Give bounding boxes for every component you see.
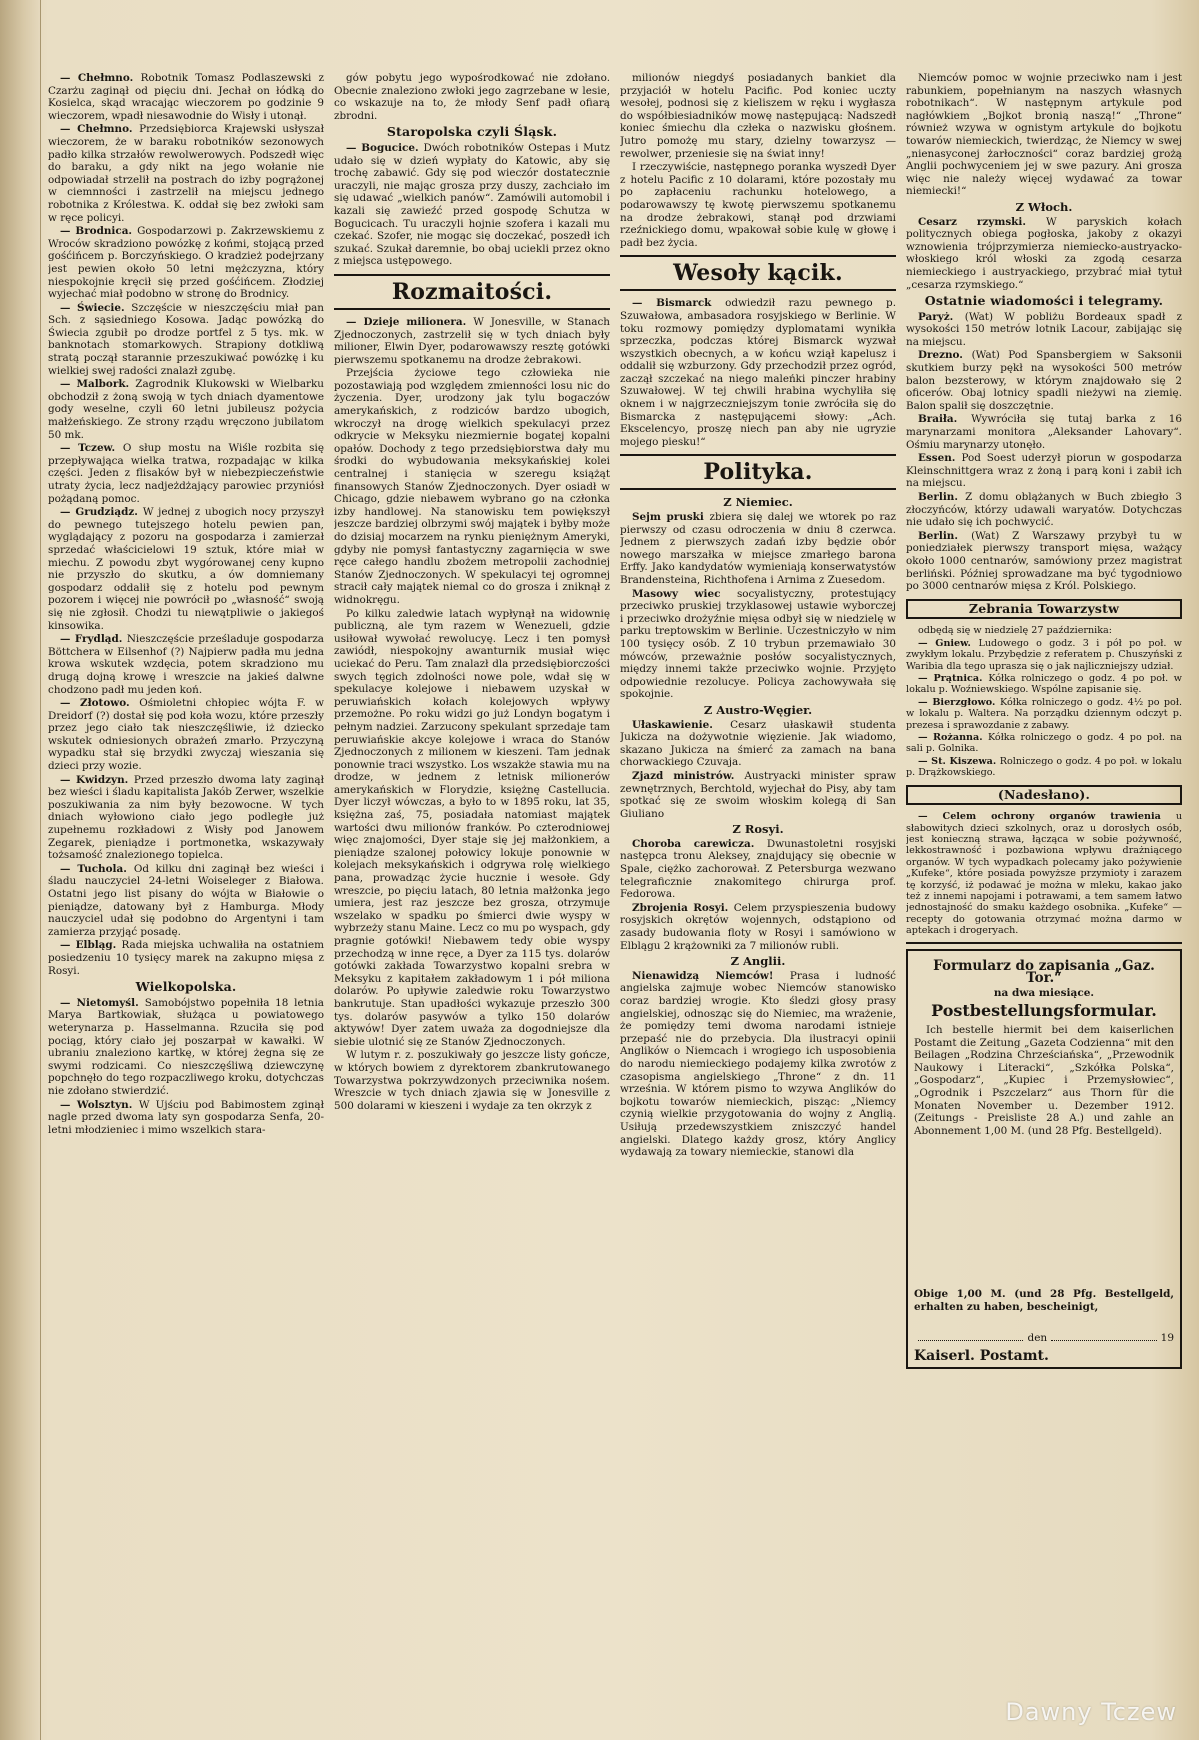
article-headline: Drezno. <box>918 349 972 362</box>
article-paragraph <box>906 413 1182 451</box>
form-date-line <box>914 1332 1174 1345</box>
article-text: Rada miejska uchwaliła na ostatniem posiedzeniu 10 tysięcy marek na zakupno mięsa z Rosyi. <box>48 939 324 977</box>
article-paragraph <box>906 756 1182 779</box>
section-title: Rozmaitości. <box>334 274 610 310</box>
article-headline: Masowy wiec <box>632 587 737 600</box>
article-headline: — Wolsztyn. <box>60 1098 139 1111</box>
article-headline: — Celem ochrony organów trawienia <box>918 811 1176 823</box>
form-year: 19 <box>1160 1331 1175 1344</box>
article-text: I rzeczywiście, następnego poranka wyszedł Dyer z hotelu Pacific z 10 dolarami, które pozostały mu po zapłaceniu rachunku hotelowego, a podarowawszy tę kwotę pierwszemu spotkanemu na drodze żebrakowi, stanął pod drzwiami rzeźnickiego domu, wpakował sobie kulę w głowę i padł bez życia. <box>620 161 896 249</box>
boxed-heading: (Nadesłano). <box>906 785 1182 806</box>
article-paragraph <box>48 939 324 977</box>
article-headline: Ułaskawienie. <box>632 718 731 731</box>
article-paragraph <box>334 316 610 366</box>
article-headline: — Elbląg. <box>60 939 122 952</box>
article-headline: Paryż. <box>918 310 965 323</box>
article-paragraph <box>906 491 1182 529</box>
article-headline: — Tczew. <box>60 442 123 455</box>
article-headline: — Bogucice. <box>346 141 424 154</box>
article-paragraph <box>906 625 1182 636</box>
article-text: milionów niegdyś posiadanych bankiet dla przyjaciół w hotelu Pacific. Pod koniec uczty wesołej, podnosi się z kieliszem w ręku i wygłasza do współbiesiadników mowę następującą: Nadszedł koniec śmiechu dla człeka o nazwisku głośnem. Jutro pomożę mu stary, dzielny towarzysz — rewolwer, przeniesie się na świat inny! <box>620 72 896 160</box>
article-text: W jednej z ubogich nocy przyszył do pewnego tutejszego hotelu pewien pan, wyglądający z pozoru na gospodarza i zamierzał sprzedać właścicielowi 19 sztuk, które miał w miechu. Z powodu zbyt wygórowanej ceny kupno nie przyszło do skutku, a ów domniemany gospodarz oddalił się z hotelu pod pewnym pozorem i więcej nie powrócił po „własność“ swoją się nie zgłosił. Chodzi tu niewątpliwie o jakiegoś kinsowika. <box>48 506 324 632</box>
article-headline: — Brodnica. <box>60 225 138 238</box>
article-headline: — Grudziądz. <box>60 506 143 519</box>
article-text: W Ujściu pod Babimostem zginął nagle przed dwoma laty syn gospodarza Senfa, 20-letni młodzieniec i mimo wszelkich stara- <box>48 1098 324 1136</box>
article-text: odbędą się w niedzielę 27 października: <box>918 625 1113 637</box>
article-text: Samobójstwo popełniła 18 letnia Marya Bartkowiak, służąca u powiatowego weterynarza p. Hasselmanna. Rzuciła się pod pociąg, który ciało jej poszarpał w kawałki. W ubraniu znaleziono kartkę, w której żegna się ze swymi rodzicami. Co nieszczęśliwą dziewczynę popchnęło do tego rozpaczliwego kroku, dotychczas nie zdołano stwierdzić. <box>48 996 324 1097</box>
boxed-heading: Zebrania Towarzystw <box>906 599 1182 620</box>
article-headline: — Nietomyśl. <box>60 996 145 1009</box>
subsection-heading: Z Niemiec. <box>723 495 793 510</box>
article-text: Prasa i ludność angielska zajmuje wobec Niemców stanowisko coraz bardziej wrogie. Kto śledzi głosy prasy angielskiej, odnosząc się do Niemiec, ma wrażenie, że pomiędzy temi dwoma narodami istnieje przepaść nie do przebycia. Dla ilustracyi opinii Anglików o Niemcach i wrogiego ich usposobienia do narodu niemieckiego podajemy kilka zwrotów z czasopisma angielskiego „Throne“ z dn. 11 września. W którem pismo to wzywa Anglików do bojkotu towarów niemieckich, pisząc: „Niemcy czynią wielkie przygotowania do wojny z Anglią. Usiłują przedewszystkiem zniszczyć handel angielski. Dlatego każdy grosz, który Anglicy wydawają za towary niemieckie, stanowi dla <box>620 969 896 1159</box>
article-paragraph <box>48 1099 324 1137</box>
article-text: gów pobytu jego wypośrodkować nie zdołano. Obecnie znaleziono zwłoki jego zagrzebane w lesie, co wskazuje na to, że młody Senf padł ofiarą zbrodni. <box>334 72 610 122</box>
article-headline: — Świecie. <box>60 301 132 314</box>
article-columns <box>48 72 1182 1712</box>
article-paragraph <box>48 506 324 632</box>
article-text: W Jonesville, w Stanach Zjednoczonych, zastrzelił się w tych dniach były milioner, Elwin Dyer, podarowawszy resztę gotówki pierwszemu spotkanemu na drodze żebrakowi. <box>334 315 610 366</box>
article-paragraph <box>334 142 610 268</box>
article-text: Po kilku zaledwie latach wypłynął na widownię publiczną, ale tym razem w Wenezueli, gdzie usiłował wywołać rewolucyę. Lecz i ten pomysł zawiódł, niespokojny awanturnik musiał więc uciekać do Peru. Tam znalazł dla przedsiębiorczości swych tęgich zdolności nowe pole, wdał się w spekulacye kolejowe i niebawem uzyskał w peruwiańskich kołach kolejowych wpływy przemożne. Po roku widzi go już Londyn bogatym i pełnym nadziei. Zarzucony spekulant sprzedaje tam peruwiańskie akcye kolejowe i wraca do Stanów Zjednoczonych z milionem w kieszeni. Tam jednak ponownie traci wszystko. Los wszakże stawia mu na drodze, w jednem z letnisk milionerów amerykańskich w Florydzie, księżnę Castellucia. Dyer liczył wówczas, a było to w 1895 roku, lat 35, księżna zaś, 75, posiadała natomiast majątek wartości dwu milionów franków. Po czterodniowej więc znajomości, Dyer staje się jej małżonkiem, a pieniądze szalonej połowicy lokuje ponownie w kolejach meksykańskich i odgrywa rolę wielkiego pana, prowadząc życie hucznie i wesołe. Gdy wreszcie, po pięciu latach, 80 letnia małżonka jego umiera, jest raz jeszcze bez grosza, otrzymuje wszelako w spadku po śmierci dwie wyspy w wybrzeży stanu Maine. Lecz co mu po wyspach, gdy pragnie gotówki! Niebawem tedy obie wyspy przechodzą w inne ręce, a Dyer za 115 tys. dolarów gotówki zakłada Towarzystwo kopalni srebra w Meksyku z kapitałem zakładowym 1 i pół miliona dolarów. Po upływie zaledwie roku Towarzystwo bankrutuje. Stan upadłości wykazuje przeszło 300 tys. dolarów pasywów a tylko 150 dolarów aktywów! Dyer zatem uważa za dogodniejsze dla siebie ulotnić się ze Stanów Zjednoczonych. <box>334 607 610 1048</box>
section-heading: Wielkopolska. <box>135 979 237 995</box>
subsection-heading: Z Rosyi. <box>732 822 784 837</box>
column-1 <box>48 72 324 1712</box>
article-text: Rolniczego o godz. 4 po poł. w lokalu p. Drążkowskiego. <box>906 755 1182 779</box>
article-paragraph <box>906 697 1182 731</box>
subscription-form <box>906 949 1182 1369</box>
article-text: zbiera się dalej we wtorek po raz pierwszy od czasu odroczenia w dniu 8 czerwca. Jednem z pierwszych zadań izby będzie obór nowego marszałka w miejsce zmarłego barona Erffy. Jako kandydatów wymieniają konserwatystów Brandensteina, Richthofena i Arnima z Zuesedom. <box>620 511 896 586</box>
article-headline: Essen. <box>918 452 962 465</box>
article-headline: — Malbork. <box>60 378 136 391</box>
article-paragraph <box>48 697 324 773</box>
article-text: Celem przyspieszenia budowy rosyjskich okrętów wojennych, odstąpiono od zasady budowania floty w Rosyi i samówiono w Elblągu 2 krążowniki za 7 milionów rubli. <box>620 901 896 952</box>
article-headline: — Tuchola. <box>60 862 134 875</box>
article-headline: — Dzieje milionera. <box>346 315 474 328</box>
article-text: Przedsiębiorca Krajewski usłyszał wieczorem, że w baraku robotników sezonowych padło kilka strzałów rewolwerowych. Podszedł więc do baraku, a gdy nikt na jego wołanie nie odpowiadał strzelił na postrach do izby pogrążonej w ciemnności i zastrzelił na miejscu jednego robotnika z Królestwa. K. oddał się bez zwłoki sam w ręce policyi. <box>48 123 324 224</box>
article-headline: — Chełmno. <box>60 123 140 136</box>
subsection-heading: Z Austro-Węgier. <box>703 702 813 717</box>
article-headline: — Bierzgłowo. <box>918 696 1001 708</box>
article-paragraph <box>48 863 324 939</box>
form-heading: Postbestellungsformular. <box>931 1001 1157 1021</box>
article-text: Od kilku dni zaginął bez wieści i śladu nauczyciel 24-letni Woiseleger z Białowa. Ostatni jego list pisany do wójta w Białowie o pieniądze, datowany był z Hamburga. Młody nauczyciel udał się podobno do Argentyni i tam zamierza przyjąć posadę. <box>48 862 324 938</box>
article-headline: Sejm pruski <box>632 511 710 524</box>
article-paragraph <box>620 719 896 769</box>
article-paragraph <box>620 588 896 701</box>
article-paragraph <box>48 302 324 378</box>
article-text: Gospodarzowi p. Zakrzewskiemu z Wroców skradziono powózkę z końmi, stojącą przed gośćińcem p. Borczyńskiego. O kradzież podejrzany jest pewien około 50 letni mężczyzna, który niespokojnie kręcił się przed gośćińcem. Złodziej wyjechać miał podobno w stronę do Brodnicy. <box>48 225 324 301</box>
article-paragraph <box>48 72 324 122</box>
article-text: u słabowitych dzieci szkolnych, oraz u dorosłych osób, jest konieczną strawa, łącząca w sobie pożywność, lekkostrawność i pozbawiona wpływu drażniącego organów. W tych wypadkach polecamy jako pożywienie „Kufeke“, które posiada powyższe przymioty i zarazem tę korzyść, iż podawać je można w mleku, kakao jako też z innemi napojami i potrawami, a tem samem łatwo jednostajność do smaku każdego osobnika. „Kufeke“ — recepty do gotowania otrzymać można darmo w aptekach i drogeryach. <box>906 811 1182 937</box>
section-heading: Ostatnie wiadomości i telegramy. <box>924 293 1164 309</box>
article-text: Austryacki minister spraw zewnętrznych, Berchtold, wyjechał do Pisy, aby tam spotkać się ze swoim włoskim kolegą di San Giuliano <box>620 769 896 820</box>
article-paragraph <box>906 72 1182 198</box>
article-paragraph <box>620 72 896 160</box>
article-headline: — Prątnica. <box>918 672 989 684</box>
article-text: Kółka rolniczego o godz. 4 po poł. na sali p. Golnika. <box>906 732 1182 755</box>
article-text: socyalistyczny, protestujący przeciwko pruskiej trzyklasowej ustawie wyborczej i przeciwko drożyźnie mięsa odbył się w niedzielę w parku treptowskim w Berlinie. Uczestniczyło w nim 100 tysięcy osób. Z 10 trybun przemawiało 30 mówców, przeważnie posłów socyalistycznych, między innemi także przeciwko wojnie. Przyjęto odpowiednie rezolucye. Policya zachowywała się spokojnie. <box>620 587 896 701</box>
article-headline: — Chełmno. <box>60 72 141 84</box>
form-subtitle: na dwa miesiące. <box>993 986 1095 999</box>
article-headline: — Frydląd. <box>60 633 127 646</box>
article-text: Kółka rolniczego o godz. 4½ po poł. w lokalu p. Waltera. Na porządku dziennym odczyt p. prezesa i sprawozdanie z zabawy. <box>906 696 1182 731</box>
article-paragraph <box>48 442 324 505</box>
article-headline: — Rożanna. <box>918 732 989 743</box>
subsection-heading: Z Włoch. <box>1015 199 1073 214</box>
article-headline: Berlin. <box>918 491 966 503</box>
article-headline: Cesarz rzymski. <box>918 215 1047 228</box>
watermark: Dawny Tczew <box>1005 1698 1177 1726</box>
article-paragraph <box>620 161 896 249</box>
article-paragraph <box>906 530 1182 593</box>
form-body: Ich bestelle hiermit bei dem kaiserlichen Postamt die Zeitung „Gazeta Codzienna“ mit den Beilagen „Rodzina Chrześciańska“, „Przewodnik Naukowy i Literacki“, „Szkółka Polska“, „Gospodarz“, „Kupiec i Przemysłowiec“, „Ogrodnik i Pszczelarz“ aus Thorn für die Monaten November u. Dezember 1912. (Zeitungs - Preisliste 28 A.) und zahle an Abonnement 1,00 M. (und 28 Pfg. Bestellgeld). <box>914 1024 1174 1137</box>
article-text: (Wat) Z Warszawy przybył tu w poniedziałek pierwszy transport mięsa, ważący około 1000 centnarów, samówiony przez magistrat berliński. Później sprowadzane ma być tygodniowo po 3000 centnarów mięsa z Król. Polskiego. <box>906 529 1182 593</box>
article-paragraph <box>906 216 1182 292</box>
article-paragraph <box>620 902 896 952</box>
article-text: Ośmioletni chłopiec wójta F. w Dreidorf (?) dostał się pod koła wozu, które przeszły przez jego ciało tak nieszczęśliwie, iż dziecko wskutek odniesionych obrażeń zmarło. Przyczyną wypadku stał się brzydki zwyczaj wieszania się dzieci przy wozie. <box>48 697 324 773</box>
article-text: Pod Soest uderzył piorun w gospodarza Kleinschnittgera wraz z żoną i parą koni i zabił ich na miejscu. <box>906 452 1182 490</box>
article-paragraph <box>620 297 896 448</box>
article-text: odwiedził razu pewnego p. Szuwałowa, ambasadora rosyjskiego w Berlinie. W toku rozmowy pomiędzy dyplomatami wynikła sprzeczka, podczas której Bismarck wyzwał wszystkich obecnych, a w końcu wziął kapelusz i oddalił się wzburzony. Gdy przechodził przez ogród, zaczął szczekać na niego maleńki pinczer hrabiny Szuwałowej. W tej chwili hrabina wychyliła się oknem i w najgrzeczniejszym tonie zwróciła się do Bismarcka z następującemi słowy: „Ach. Ekscelencyo, proszę niech pan aby nie ugryzie mojego piesku!“ <box>620 297 896 448</box>
article-headline: Zbrojenia Rosyi. <box>632 901 734 914</box>
article-paragraph <box>906 673 1182 696</box>
article-text: Nieszczęście prześladuje gospodarza Böttchera w Eilsenhof (?) Najpierw padła mu jedna krowa wskutek wzdęcia, potem skradziono mu drugą dojną krowę i wreszcie na jakieś dalwne chodzono padł mu jeden koń. <box>48 633 324 696</box>
article-paragraph <box>906 311 1182 349</box>
article-paragraph <box>906 811 1182 936</box>
article-text: Przed przeszło dwoma laty zaginął bez wieści i śladu kapitalista Jakób Zerwer, wszelkie poszukiwania za nim były bezowocne. W tych dniach wyłowiono ciało jego podległe już zupełnemu rozkładowi z Wisły pod Janowem Zegarek, pieniądze i portmonetka, wskazywały tożsamość znalezionego topielca. <box>48 773 324 862</box>
article-headline: Berlin. <box>918 529 972 542</box>
article-text: Wywróciła się tutaj barka z 16 marynarzami monitora „Aleksander Lahovary“. Ośmiu marynarzy utonęło. <box>906 413 1182 451</box>
subsection-heading: Z Anglii. <box>730 954 786 969</box>
article-text: Ludowego o godz. 3 i pół po poł. w zwykłym lokalu. Przybędzie z referatem p. Chuszyński z Waribia dla tego uprasza się o jak najliczniejszy udział. <box>906 637 1182 672</box>
article-text: Dwóch robotników Ostepas i Mutz udało się w dzień wypłaty do Katowic, aby się trochę zabawić. Gdy się pod wieczór dostatecznie uraczyli, nie mając grosza przy duszy, zachciało im się udawać „wielkich panów“. Zamówili automobil i kazali się zawieźć przed gospodę Schutza w Bogucicach. Tu uraczyli hojnie szofera i kazali mu czekać. Szofer, nie mogąc się doczekać, poszedł ich szukać. Szukał daremnie, bo obaj uciekli przez okno z miejsca ustępowego. <box>334 141 610 268</box>
article-paragraph <box>334 1049 610 1112</box>
article-text: (Wat) W pobliżu Bordeaux spadł z wysokości 150 metrów lotnik Lacour, zabijając się na miejscu. <box>906 310 1182 348</box>
article-headline: — St. Kiszewa. <box>918 755 1000 767</box>
section-title: Polityka. <box>620 454 896 490</box>
article-text: O słup mostu na Wiśle rozbita się przepływająca wielka tratwa, rozpadając w kilka części. Jeden z flisaków był w niebezpieczeństwie utraty życia, lecz nadjeżdżający parowiec przyniósł pożądaną pomoc. <box>48 442 324 505</box>
article-text: Dwunastoletni rosyjski następca tronu Aleksey, znajdujący się obecnie w Spale, ciężko zachorował. Z Petersburga wezwano telegraficznie znakomitego chirurga prof. Fedorowa. <box>620 837 896 901</box>
article-paragraph <box>48 225 324 301</box>
article-headline: — Bismarck <box>632 297 726 310</box>
article-paragraph <box>48 378 324 441</box>
article-headline: Choroba carewicza. <box>632 837 767 850</box>
article-headline: — Złotowo. <box>60 697 140 710</box>
article-headline: Zjazd ministrów. <box>632 769 745 782</box>
form-title: Formularz do zapisania „Gaz. Tor.“ <box>933 957 1155 987</box>
form-blank-area <box>914 1138 1174 1288</box>
article-paragraph <box>620 838 896 901</box>
article-paragraph <box>334 367 610 606</box>
article-paragraph <box>620 970 896 1159</box>
article-paragraph <box>48 997 324 1098</box>
article-paragraph <box>906 349 1182 412</box>
article-headline: — Kwidzyn. <box>60 773 134 786</box>
article-paragraph <box>48 633 324 696</box>
article-text: Cesarz ułaskawił studenta Jukicza na dożywotnie więzienie. Jak wiadomo, skazano Jukicza na śmierć za zamach na bana chorwackiego Czuvaja. <box>620 718 896 769</box>
article-paragraph <box>906 732 1182 755</box>
article-paragraph <box>48 774 324 862</box>
article-text: (Wat) Pod Spansbergiem w Saksonii skutkiem burzy pękł na wysokości 500 metrów balon bezsterowy, w którym znajdowało się 2 oficerów. Obaj lotnicy spadli nieżywi na ziemię. Balon spalił się doszczętnie. <box>906 349 1182 412</box>
article-text: Zagrodnik Klukowski w Wielbarku obchodził z żoną swoją w tych dniach dyamentowe gody weselne, czyli 60 letni jubileusz pożycia małżeńskiego. Ze strony rządu wręczono jubilatom 50 mk. <box>48 378 324 441</box>
section-heading: Staropolska czyli Śląsk. <box>386 124 558 140</box>
article-paragraph <box>906 638 1182 672</box>
form-office: Kaiserl. Postamt. <box>914 1348 1049 1365</box>
article-text: W lutym r. z. poszukiwały go jeszcze listy gończe, w których bowiem z dyrektorem zbankrutowanego Towarzystwa pokrzywdzonych przeciwnika nośem. Wreszcie w tych dniach zjawia się w Jonesville z 500 dolarami w kieszeni i wydaje za ten okrzyk z <box>334 1049 610 1112</box>
article-paragraph <box>620 511 896 587</box>
column-2 <box>334 72 610 1712</box>
column-3 <box>620 72 896 1712</box>
article-text: Kółka rolniczego o godz. 4 po poł. w lokalu p. Woźniewskiego. Wspólne zapisanie się. <box>906 672 1182 696</box>
article-text: Robotnik Tomasz Podlaszewski z Czarżu zaginął od pięciu dni. Jechał on łódką do Kosielca, skąd wracając wieczorem po godzinie 9 wieczorem, wpadł niesawodnie do Wisły i utonął. <box>48 72 324 122</box>
form-receipt: Obige 1,00 M. (und 28 Pfg. Bestellgeld, erhalten zu haben, bescheinigt, <box>914 1288 1174 1313</box>
article-text: Z domu oblążanych w Buch zbiegło 3 złoczyńców, którzy udawali waryatów. Dotychczas nie udało się ich pochwycić. <box>906 491 1182 529</box>
column-4 <box>906 72 1182 1712</box>
article-text: Niemców pomoc w wojnie przeciwko nam i jest rabunkiem, popełnianym na naszych własnych robotnikach“. W następnym artykule pod nagłówkiem „Bojkot bronią naszą!“ „Throne“ również wzywa w ognistym artykule do bojkotu towarów niemieckich, twierdząc, że Niemcy w swej „nienasyconej żarłoczności“ coraz bardziej grożą Anglii pochwyceniem jej w swe pazury. Ani grosza więc nie należy więcej wydawać za towar niemiecki!“ <box>906 72 1182 198</box>
article-paragraph <box>334 72 610 122</box>
article-paragraph <box>906 452 1182 490</box>
article-headline: Nienawidzą Niemców! <box>632 969 790 982</box>
form-den: den <box>1027 1331 1048 1344</box>
section-title: Wesoły kącik. <box>620 255 896 291</box>
article-paragraph <box>334 608 610 1049</box>
page-gutter <box>0 0 41 1740</box>
column-4-articles <box>906 72 1182 937</box>
article-headline: — Gniew. <box>918 637 979 649</box>
article-text: W paryskich kołach politycznych obiega pogłoska, jakoby z okazyi wznowienia trójprzymierza niemiecko-austryacko-włoskiego król włoski za zgodą cesarza niemieckiego i austryackiego, przybrać miał tytuł „cesarza rzymskiego.“ <box>906 215 1182 291</box>
article-text: Przejścia życiowe tego człowieka nie pozostawiają pod względem zmienności losu nic do życzenia. Dyer, urodzony jak tylu bogaczów amerykańskich, z rodziców bardzo ubogich, wkroczył na drogę wielkich spekulacyi przez odkrycie w Meksyku niezmiernie bogatej kopalni opałów. Dochody z tego przedsiębiorstwa dały mu środki do wybudowania meksykańskiej kolei centralnej i stanięcia w szeregu książąt finansowych Stanów Zjednoczonych. Dyer osiadł w Chicago, gdzie niebawem wybrano go na członka izby handlowej. Na stanowisku tem powiększył jeszcze bardziej olbrzymi swój majątek i byłby może do dzisiaj mocarzem na rynku pieniężnym Ameryki, gdyby nie pomysł fantastyczny zagarnięcia w swe ręce całego handlu zbożem metropolii zachodniej Stanów Zjednoczonych. W spekulacyi tej ogromnej stracił cały majątek niemal co do grosza i zniknął z widnokręgu. <box>334 367 610 606</box>
article-paragraph <box>48 123 324 224</box>
article-text: Szczęście w nieszczęściu miał pan Sch. z sąsiedniego Kosowa. Jadąc powózką do Świecia zgubił po drodze portfel z 5 tys. mk. w banknotach stomarkowych. Strapiony dotkliwą stratą począł starannie przeszukiwać powózkę i ku wielkiej swej radości znalazł zgubę. <box>48 301 324 377</box>
article-paragraph <box>620 770 896 820</box>
article-headline: Braiła. <box>918 413 972 426</box>
